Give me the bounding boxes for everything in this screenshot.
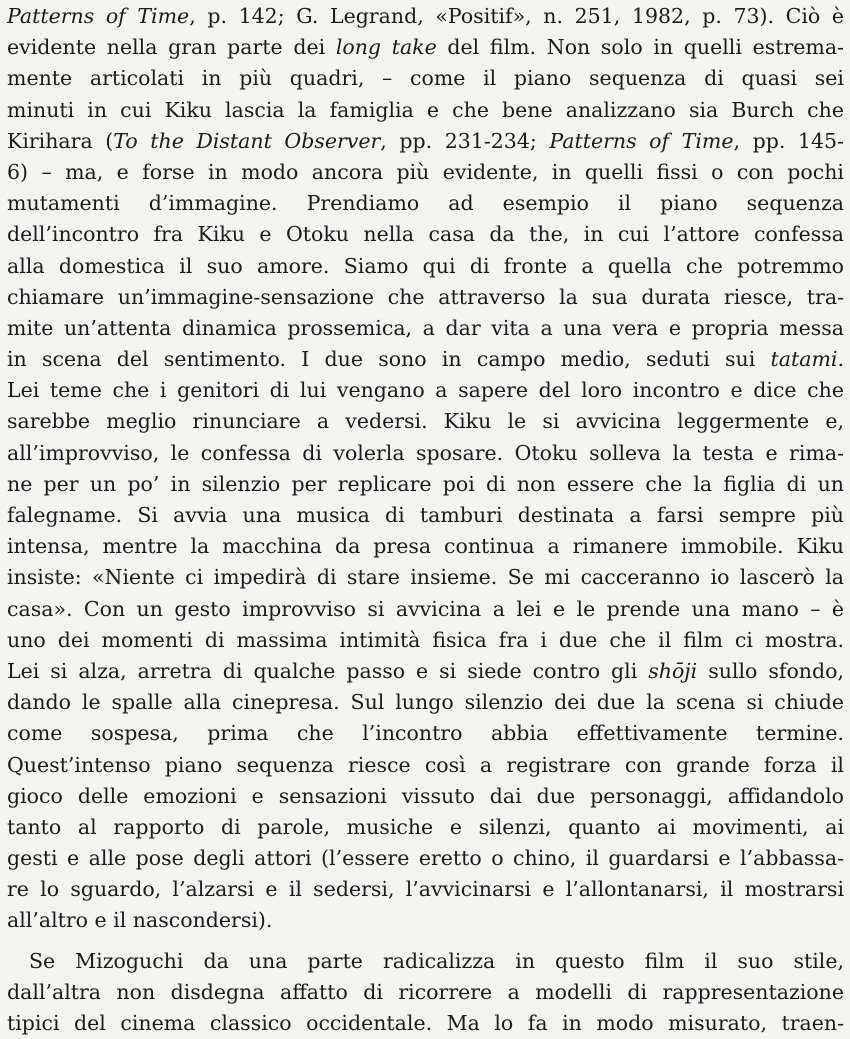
text-line [7,313,844,344]
text-segment: del film. Non solo in quelli estrema- [436,35,844,60]
text-line [7,843,844,874]
text-line [7,625,844,656]
text-segment: gioco delle emozioni e sensazioni vissuto dai due personaggi, affidandolo [7,783,844,808]
italic-text: To the Distant Observer [113,128,381,153]
text-segment: gesti e alle pose degli attori (l’essere eretto o chino, il guardarsi e l’abbassa- [7,846,844,871]
text-segment: sarebbe meglio rinunciare a vedersi. Kiku le si avvicina leggermente e, [7,409,844,434]
text-line [7,750,844,781]
text-line [7,251,844,282]
text-segment: minuti in cui Kiku lascia la famiglia e che bene analizzano sia Burch che [7,97,844,122]
text-segment: intensa, mentre la macchina da presa continua a rimanere immobile. Kiku [7,534,844,559]
text-segment: insiste: «Niente ci impedirà di stare insieme. Se mi cacceranno io lascerò la [7,565,844,590]
text-line [7,1,844,32]
text-segment: in scena del sentimento. I due sono in campo medio, seduti sui [7,347,771,372]
italic-text: shōji [648,658,698,683]
text-line [7,562,844,593]
text-line [7,63,844,94]
text-line [7,157,844,188]
text-line [7,219,844,250]
text-line [7,282,844,313]
text-segment: evidente nella gran parte dei [7,35,336,60]
paragraph-1 [7,0,844,937]
italic-text: long take [335,35,437,60]
text-line [7,812,844,843]
text-segment: sullo sfondo, [697,658,844,683]
text-segment: mutamenti d’immagine. Prendiamo ad esempio il piano sequenza [7,191,844,216]
text-segment: , p. 142; G. Legrand, «Positif», n. 251, 1982, p. 73). Ciò è [189,4,844,28]
text-segment: casa». Con un gesto improvviso si avvicina a lei e le prende una mano – è [7,596,844,621]
text-segment: dando le spalle alla cinepresa. Sul lungo silenzio dei due la scena si chiude [7,690,844,715]
text-segment: chiamare un’immagine-sensazione che attraverso la sua durata riesce, tra- [7,284,844,309]
text-line [7,946,844,977]
text-line [7,531,844,562]
text-line [7,344,844,375]
text-line [7,656,844,687]
text-line [7,905,844,936]
text-line [7,438,844,469]
text-line [7,718,844,749]
text-segment: mente articolati in più quadri, – come il piano sequenza di quasi sei [7,66,844,91]
text-segment: Quest’intenso piano sequenza riesce così a registrare con grande forza il [7,752,844,777]
text-line [7,874,844,905]
text-line [7,1008,844,1039]
text-segment: tipici del cinema classico occidentale. Ma lo fa in modo misurato, traen- [7,1011,844,1035]
italic-text: Patterns of Time [7,4,190,28]
text-line [7,406,844,437]
italic-text: Patterns of Time [549,128,734,153]
text-line [7,781,844,812]
text-segment: . [837,347,844,372]
text-segment: tanto al rapporto di parole, musiche e silenzi, quanto ai movimenti, ai [7,814,844,839]
text-segment: dell’incontro fra Kiku e Otoku nella casa da the, in cui l’attore confessa [7,222,844,247]
text-line [7,500,844,531]
text-line [7,95,844,126]
text-line [7,188,844,219]
text-segment: all’improvviso, le confessa di volerla sposare. Otoku solleva la testa e rima- [7,440,844,465]
text-line [7,469,844,500]
text-segment: all’altro e il nascondersi). [7,908,273,933]
text-segment: re lo sguardo, l’alzarsi e il sedersi, l’avvicinarsi e l’allontanarsi, il mostrarsi [7,877,844,902]
text-segment: alla domestica il suo amore. Siamo qui di fronte a quella che potremmo [7,253,844,278]
text-segment: Lei teme che i genitori di lui vengano a sapere del loro incontro e dice che [7,378,844,403]
paragraph-2 [7,946,844,1039]
text-segment: mite un’attenta dinamica prossemica, a dar vita a una vera e propria messa [7,315,844,340]
text-segment: ne per un po’ in silenzio per replicare poi di non essere che la figlia di un [7,471,844,496]
text-segment: , pp. 145- [733,128,844,153]
text-segment: falegname. Si avvia una musica di tamburi destinata a farsi sempre più [7,503,844,527]
text-line [7,32,844,63]
text-segment: dall’altra non disdegna affatto di ricorrere a modelli di rappresentazione [7,979,844,1004]
text-segment: Lei si alza, arretra di qualche passo e si siede contro gli [7,658,649,683]
text-line [7,977,844,1008]
text-segment: , pp. 231-234; [380,128,550,153]
text-line [7,375,844,406]
italic-text: tatami [770,347,838,372]
text-line [7,687,844,718]
text-line [7,594,844,625]
text-segment: Se Mizoguchi da una parte radicalizza in questo film il suo stile, [29,948,844,973]
text-segment: Kirihara ( [7,128,114,153]
text-line [7,126,844,157]
text-segment: come sospesa, prima che l’incontro abbia effettivamente termine. [7,721,844,746]
text-segment: uno dei momenti di massima intimità fisica fra i due che il film ci mostra. [7,627,844,652]
text-segment: 6) – ma, e forse in modo ancora più evidente, in quelli fissi o con pochi [7,159,844,184]
